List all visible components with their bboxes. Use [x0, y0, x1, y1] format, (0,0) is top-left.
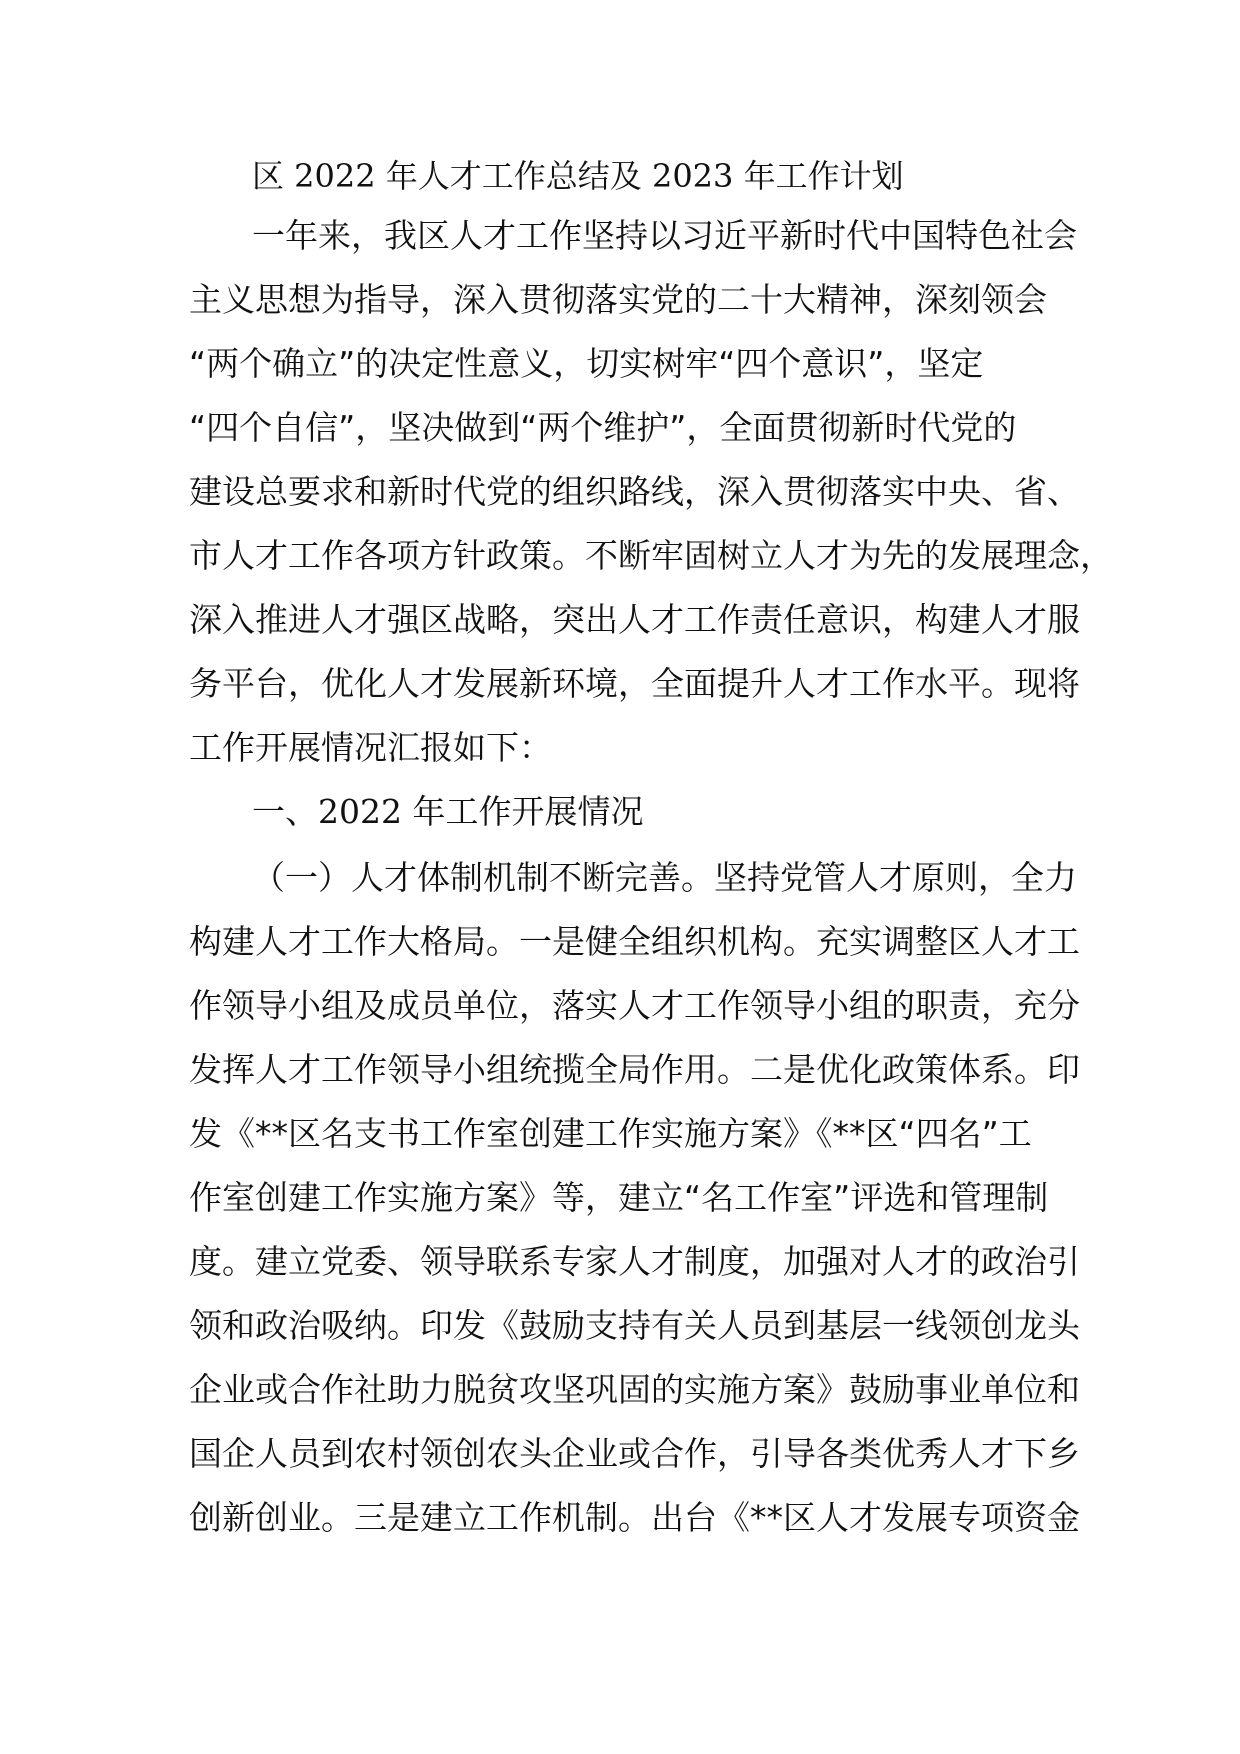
section-heading: 一、2022 年工作开展情况	[252, 792, 644, 831]
paragraph-line: 创新创业。三是建立工作机制。出台《**区人才发展专项资金	[189, 1498, 1080, 1537]
paragraph-line: 国企人员到农村领创农头企业或合作，引导各类优秀人才下乡	[189, 1434, 1080, 1473]
document-title: 区 2022 年人才工作总结及 2023 年工作计划	[252, 157, 904, 195]
paragraph-line: 工作开展情况汇报如下：	[189, 728, 552, 767]
paragraph-line: 主义思想为指导，深入贯彻落实党的二十大精神，深刻领会	[189, 280, 1047, 319]
paragraph-line: 市人才工作各项方针政策。不断牢固树立人才为先的发展理念，	[189, 536, 1113, 575]
subsection-line: （一）人才体制机制不断完善。坚持党管人才原则，全力	[252, 858, 1077, 897]
paragraph-line: 一年来，我区人才工作坚持以习近平新时代中国特色社会	[252, 216, 1077, 255]
paragraph-line: 领和政治吸纳。印发《鼓励支持有关人员到基层一线领创龙头	[189, 1306, 1080, 1345]
paragraph-line: 深入推进人才强区战略，突出人才工作责任意识，构建人才服	[189, 600, 1080, 639]
paragraph-line: 构建人才工作大格局。一是健全组织机构。充实调整区人才工	[189, 922, 1080, 961]
paragraph-line: 企业或合作社助力脱贫攻坚巩固的实施方案》鼓励事业单位和	[189, 1370, 1080, 1409]
paragraph-line: 发挥人才工作领导小组统揽全局作用。二是优化政策体系。印	[189, 1050, 1080, 1089]
paragraph-line: 务平台，优化人才发展新环境，全面提升人才工作水平。现将	[189, 664, 1080, 703]
paragraph-line: 度。建立党委、领导联系专家人才制度，加强对人才的政治引	[189, 1242, 1080, 1281]
paragraph-line: “两个确立”的决定性意义，切实树牢“四个意识”，坚定	[189, 344, 984, 383]
paragraph-line: 发《**区名支书工作室创建工作实施方案》《**区“四名”工	[189, 1114, 1032, 1153]
paragraph-line: 作室创建工作实施方案》等，建立“名工作室”评选和管理制	[189, 1178, 1049, 1217]
paragraph-line: “四个自信”，坚决做到“两个维护”，全面贯彻新时代党的	[189, 408, 1017, 447]
paragraph-line: 作领导小组及成员单位，落实人才工作领导小组的职责，充分	[189, 986, 1080, 1025]
paragraph-line: 建设总要求和新时代党的组织路线，深入贯彻落实中央、省、	[189, 472, 1080, 511]
